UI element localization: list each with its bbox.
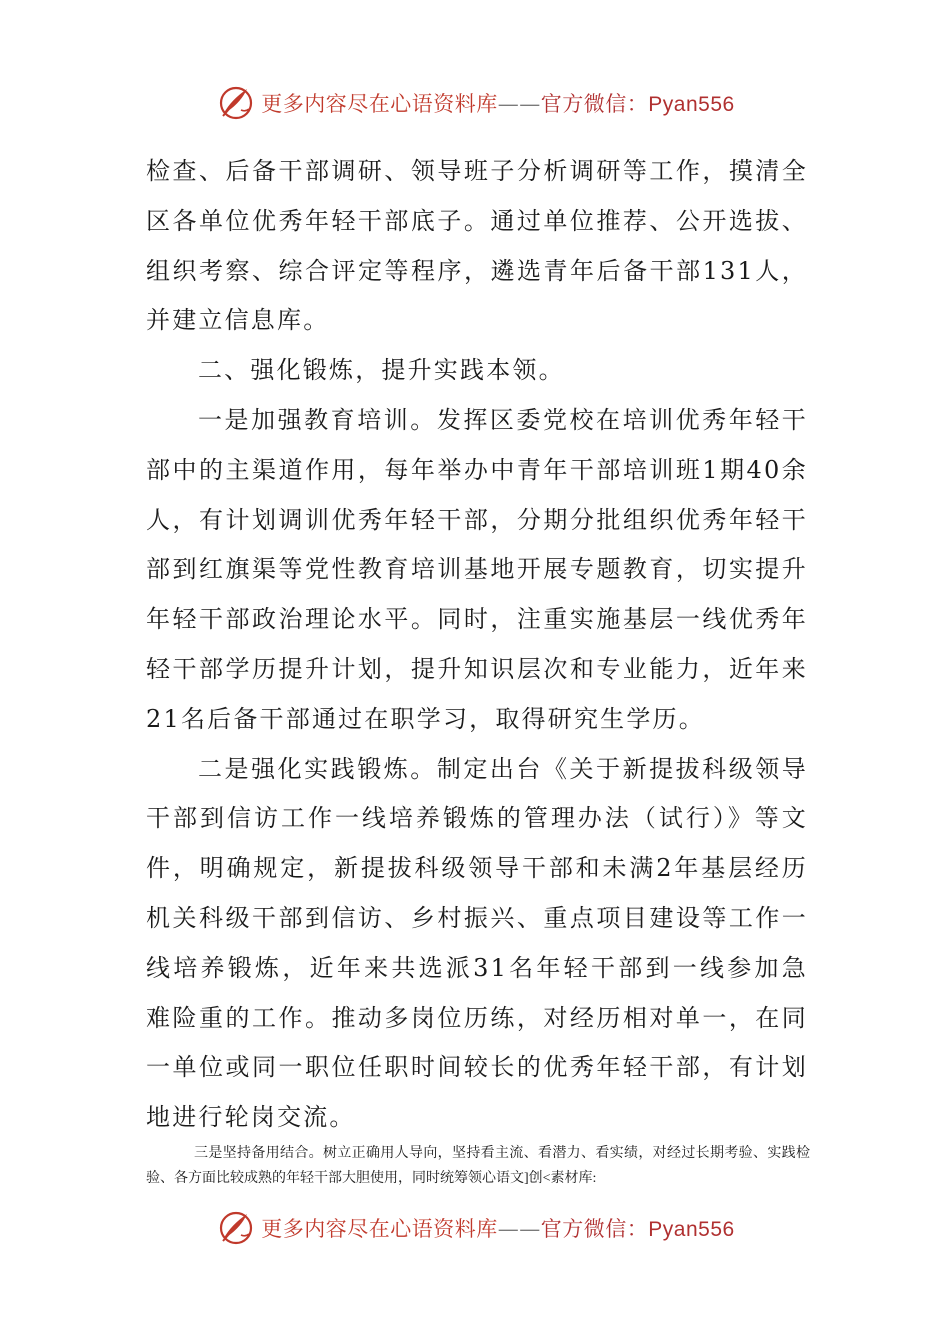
document-body [146,147,808,1143]
quill-logo-icon [215,1207,257,1249]
banner-wechat: 官方微信：Pyan556 [540,93,735,116]
footer-banner [0,1203,950,1253]
banner-text [261,1213,734,1243]
banner-slogan: 更多内容尽在心语资料库 [261,92,498,116]
banner-separator: —— [497,92,541,116]
section-heading: 二、强化锻炼，提升实践本领。 [198,356,565,385]
banner-wechat: 官方微信：Pyan556 [540,1218,735,1241]
banner-separator: —— [497,1217,541,1241]
header-banner [0,78,950,128]
quill-logo-icon [215,82,257,124]
note-text: 三是坚持备用结合。树立正确用人导向，坚持看主流、看潜力、看实绩，对经过长期考验、实践检验、各方面比较成熟的年轻干部大胆使用，同时统筹领心语文]创<素材库: [146,1146,810,1186]
paragraph-1: 检查、后备干部调研、领导班子分析调研等工作，摸清全区各单位优秀年轻干部底子。通过单位推荐、公开选拔、组织考察、综合评定等程序，遴选青年后备干部131人，并建立信息库。 [146,157,808,335]
banner-slogan: 更多内容尽在心语资料库 [261,1217,498,1241]
banner-text [261,88,734,118]
paragraph-education-training: 一是加强教育培训。发挥区委党校在培训优秀年轻干部中的主渠道作用，每年举办中青年干部培训班1期40余人，有计划调训优秀年轻干部，分期分批组织优秀年轻干部到红旗渠等党性教育培训基地开展专题教育，切实提升年轻干部政治理论水平。同时，注重实施基层一线优秀年轻干部学历提升计划，提升知识层次和专业能力，近年来21名后备干部通过在职学习，取得研究生学历。 [146,405,808,733]
paragraph-practice-training: 二是强化实践锻炼。制定出台《关于新提拔科级领导干部到信访工作一线培养锻炼的管理办法（试行）》等文件，明确规定，新提拔科级领导干部和未满2年基层经历机关科级干部到信访、乡村振兴、重点项目建设等工作一线培养锻炼，近年来共选派31名年轻干部到一线参加急难险重的工作。推动多岗位历练，对经历相对单一，在同一单位或同一职位任职时间较长的优秀年轻干部，有计划地进行轮岗交流。 [146,754,808,1132]
small-print-note [146,1141,810,1191]
